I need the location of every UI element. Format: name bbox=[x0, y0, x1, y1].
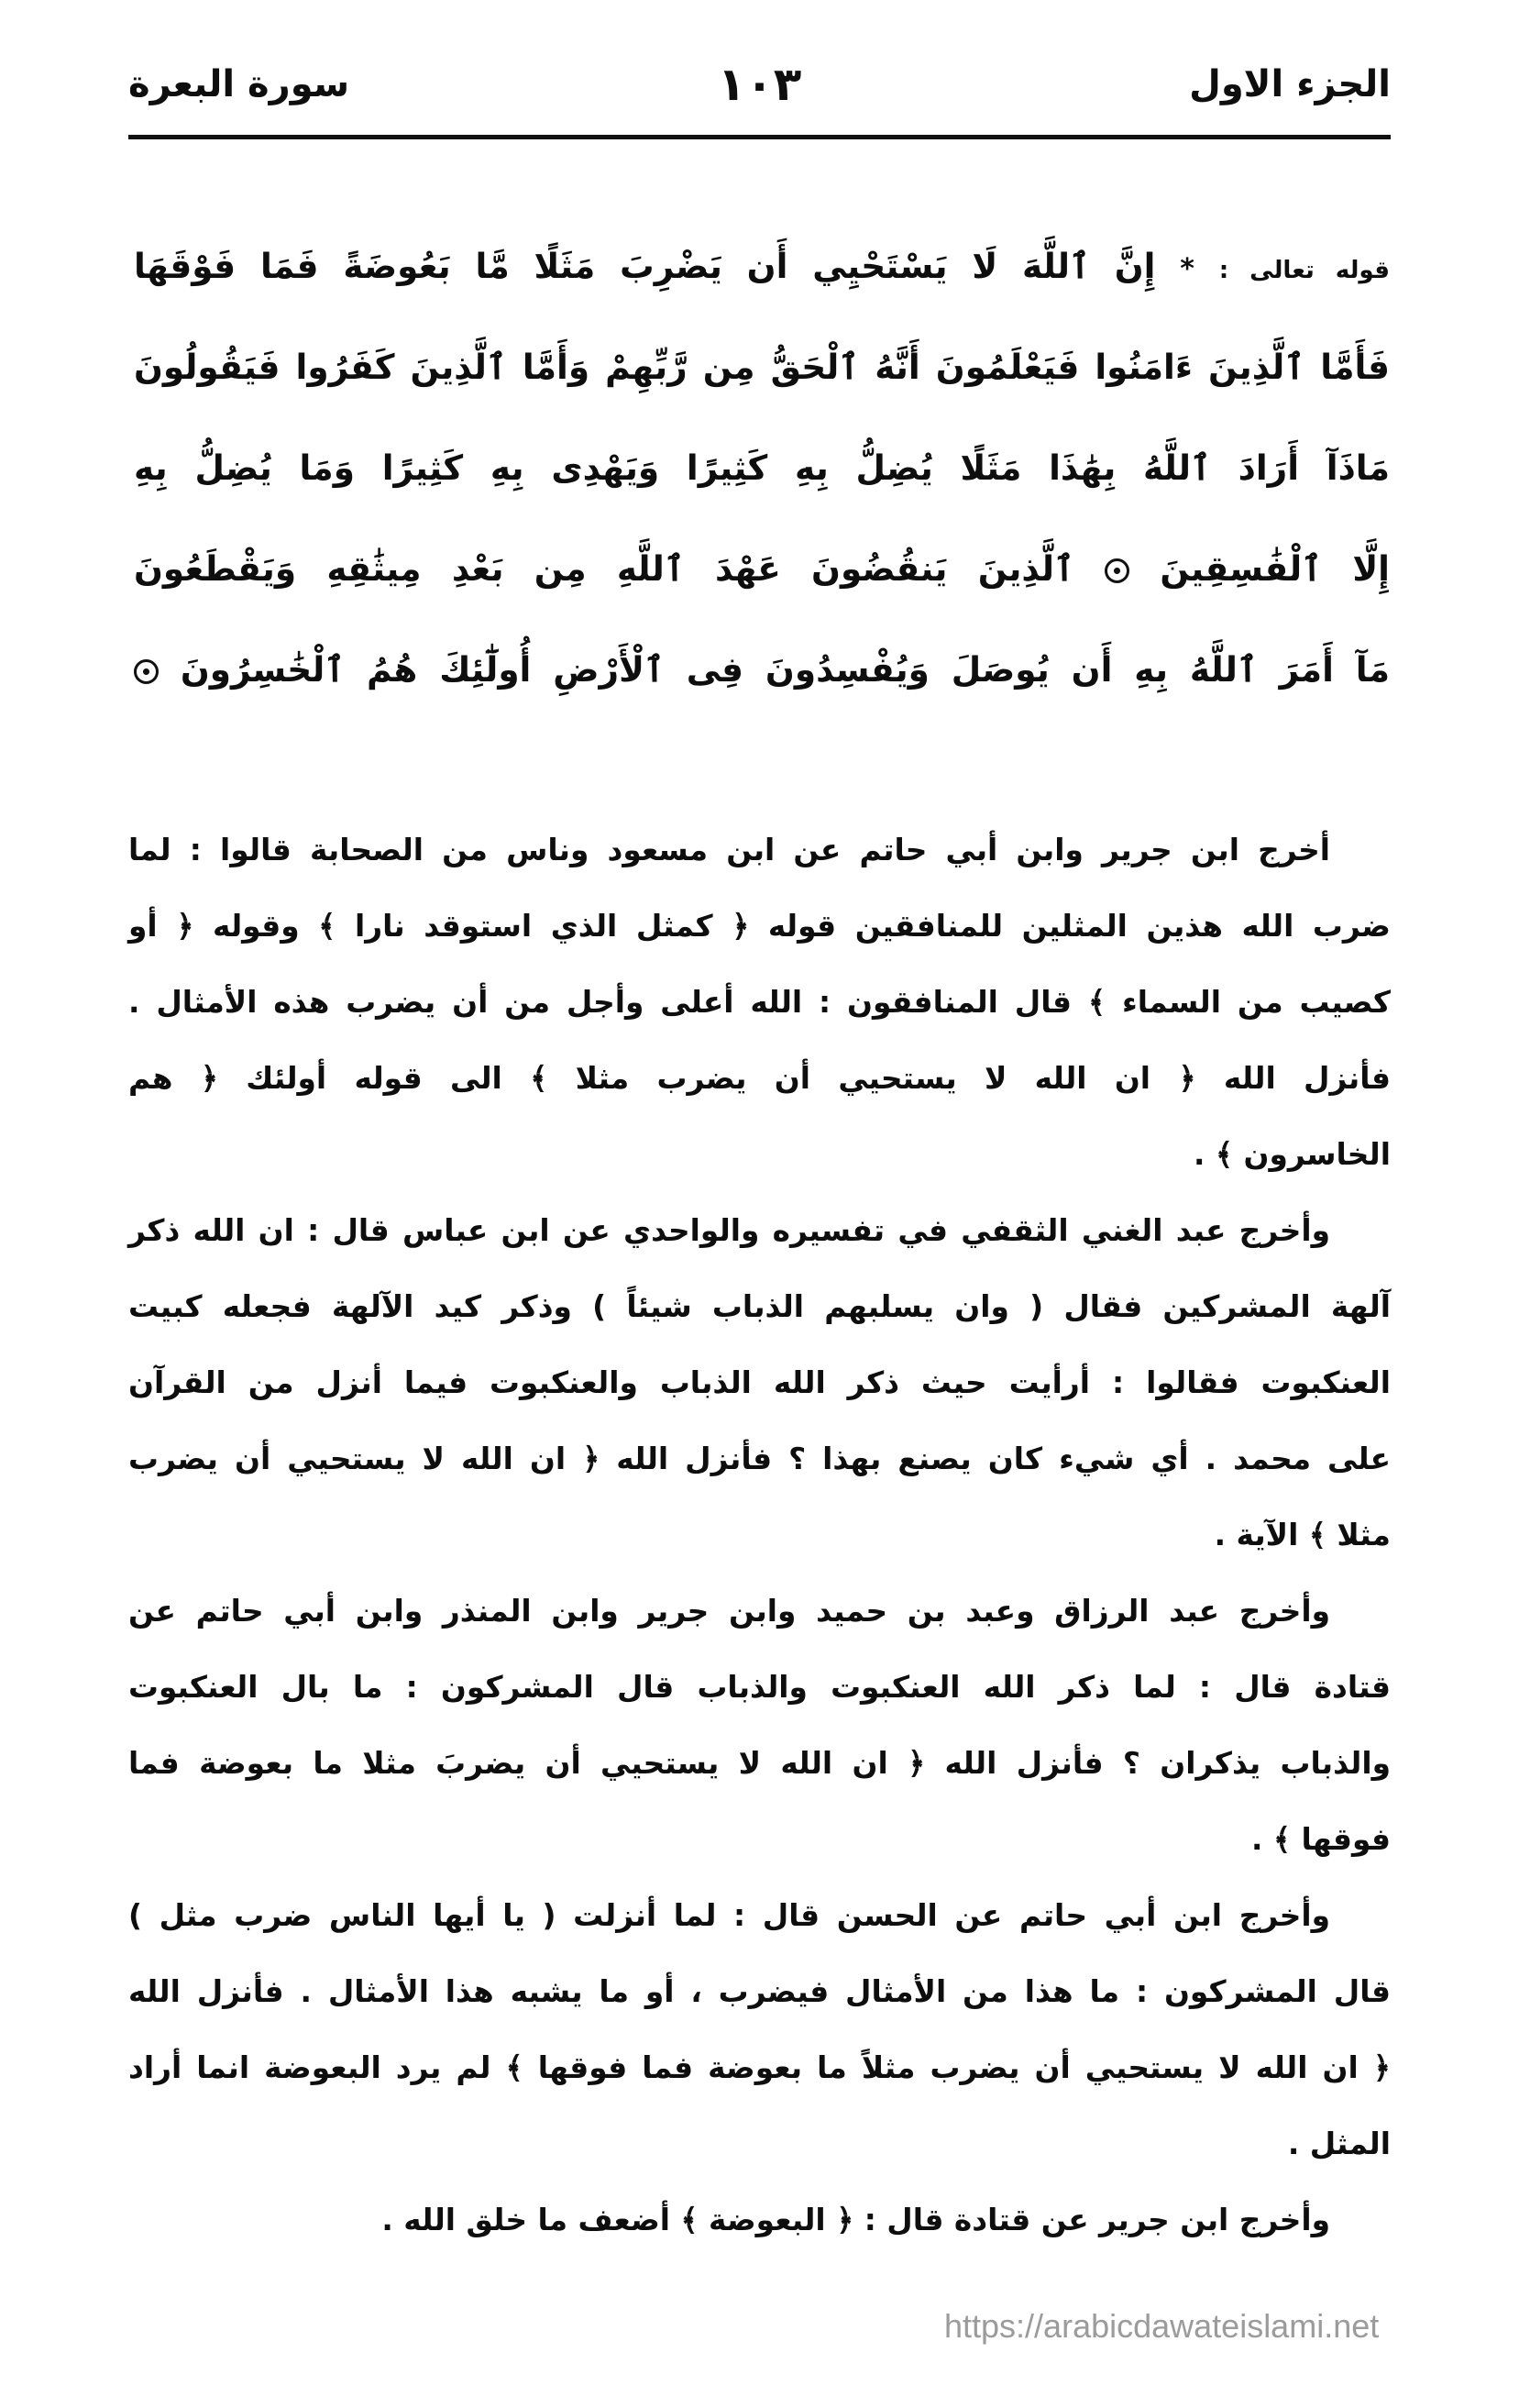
commentary-paragraph bbox=[128, 812, 1391, 1193]
commentary-line-text: أخرج ابن جرير وابن أبي حاتم عن ابن مسعود وناس من الصحابة قالوا : لما bbox=[128, 833, 1330, 867]
verse-line-content bbox=[134, 246, 1390, 286]
commentary-line bbox=[128, 1421, 1391, 1497]
commentary-line-text: وأخرج ابن أبي حاتم عن الحسن قال : لما أنزلت ( يا أيها الناس ضرب مثل ) bbox=[128, 1898, 1330, 1933]
commentary-paragraph bbox=[128, 1574, 1391, 1878]
commentary-line-text: قتادة قال : لما ذكر الله العنكبوت والذباب قال المشركون : ما بال العنكبوت bbox=[128, 1670, 1391, 1705]
commentary-line-text: الخاسرون ﴾ . bbox=[1193, 1137, 1391, 1172]
watermark-url: https://arabicdawateislami.net bbox=[944, 2307, 1380, 2345]
verse-line bbox=[134, 417, 1390, 518]
verse-text: إِلَّا ٱلْفَٰسِقِينَ bbox=[1160, 548, 1390, 589]
commentary-line-text: على محمد . أي شيء كان يصنع بهذا ؟ فأنزل الله ﴿ ان الله لا يستحيي أن يضرب bbox=[128, 1441, 1391, 1476]
commentary-line-text: مثلا ﴾ الآية . bbox=[1214, 1518, 1391, 1552]
surah-label: سورة البعرة bbox=[128, 63, 350, 105]
verse-text: إِنَّ ٱللَّهَ لَا يَسْتَحْيِي أَن يَضْرِبَ مَثَلًا مَّا بَعُوضَةً فَمَا فَوْقَهَا bbox=[134, 246, 1156, 286]
commentary-line-text: وأخرج عبد الرزاق وعبد بن حميد وابن جرير وابن المنذر وابن أبي حاتم عن bbox=[128, 1594, 1330, 1629]
verse-line bbox=[134, 215, 1390, 316]
commentary-line bbox=[128, 812, 1391, 889]
commentary-line-text: ضرب الله هذين المثلين للمنافقين قوله ﴿ كمثل الذي استوقد نارا ﴾ وقوله ﴿ أو bbox=[128, 909, 1391, 944]
commentary-paragraph bbox=[128, 1193, 1391, 1574]
verse-text: مَاذَآ أَرَادَ ٱللَّهُ بِهَٰذَا مَثَلًا يُضِلُّ بِهِ كَثِيرًا وَيَهْدِى بِهِ كَثِيرًا وَمَا يُضِلُّ بِهِ bbox=[134, 447, 1390, 488]
commentary-line bbox=[128, 1726, 1391, 1802]
verse-marker: * bbox=[1180, 253, 1194, 285]
commentary-line-text: والذباب يذكران ؟ فأنزل الله ﴿ ان الله لا يستحيي أن يضربَ مثلا ما بعوضة فما bbox=[128, 1746, 1391, 1781]
verse-end-ornament bbox=[1105, 558, 1129, 583]
commentary-line bbox=[128, 889, 1391, 965]
commentary-line bbox=[128, 1802, 1391, 1878]
commentary-line bbox=[128, 1269, 1391, 1345]
commentary-line bbox=[128, 1345, 1391, 1421]
commentary-line bbox=[128, 2182, 1391, 2259]
commentary-line bbox=[128, 1041, 1391, 1117]
verse-line bbox=[134, 518, 1390, 619]
commentary-line bbox=[128, 1574, 1391, 1650]
commentary-paragraph bbox=[128, 2182, 1391, 2259]
commentary-line bbox=[128, 1878, 1391, 1954]
commentary-line-text: وأخرج عبد الغني الثقفي في تفسيره والواحدي عن ابن عباس قال : ان الله ذكر bbox=[128, 1213, 1330, 1248]
page-number: ١٠٣ bbox=[717, 58, 802, 111]
commentary-line-text: قال المشركون : ما هذا من الأمثال فيضرب ، أو ما يشبه هذا الأمثال . فأنزل الله bbox=[128, 1974, 1391, 2009]
commentary-line-text: فأنزل الله ﴿ ان الله لا يستحيي أن يضرب مثلا ﴾ الى قوله أولئك ﴿ هم bbox=[128, 1061, 1391, 1096]
commentary-line bbox=[128, 2106, 1391, 2182]
commentary-line-text: وأخرج ابن جرير عن قتادة قال : ﴿ البعوضة ﴾ أضعف ما خلق الله . bbox=[381, 2203, 1330, 2237]
commentary-line-text: فوقها ﴾ . bbox=[1251, 1822, 1391, 1857]
juz-label: الجزء الاول bbox=[1189, 63, 1391, 105]
quran-verse-block bbox=[134, 215, 1390, 720]
page-header bbox=[128, 51, 1391, 117]
commentary-line bbox=[128, 1193, 1391, 1269]
commentary-line bbox=[128, 1497, 1391, 1574]
commentary-line bbox=[128, 1650, 1391, 1726]
commentary-line bbox=[128, 965, 1391, 1041]
verse-text: فَأَمَّا ٱلَّذِينَ ءَامَنُوا فَيَعْلَمُونَ أَنَّهُ ٱلْحَقُّ مِن رَّبِّهِمْ وَأَمَّا ٱلَّذِينَ كَفَرُوا فَيَقُولُونَ bbox=[134, 347, 1390, 387]
commentary-line bbox=[128, 1954, 1391, 2030]
verse-line bbox=[134, 316, 1390, 417]
commentary-line-text: آلهة المشركين فقال ( وان يسلبهم الذباب شيئاً ) وذكر كيد الآلهة فجعله كبيت bbox=[128, 1289, 1391, 1324]
commentary-line-text: كصيب من السماء ﴾ قال المنافقون : الله أعلى وأجل من أن يضرب هذه الأمثال . bbox=[128, 985, 1391, 1020]
verse-end-ornament bbox=[134, 659, 159, 684]
verse-text: مَآ أَمَرَ ٱللَّهُ بِهِ أَن يُوصَلَ وَيُفْسِدُونَ فِى ٱلْأَرْضِ أُولَٰٓئِكَ هُمُ ٱلْخَٰسِرُونَ bbox=[180, 649, 1390, 690]
commentary-line bbox=[128, 1117, 1391, 1193]
header-rule bbox=[128, 135, 1391, 139]
verse-line bbox=[134, 619, 1390, 720]
verse-line-content bbox=[134, 548, 1390, 589]
commentary-line-text: المثل . bbox=[1287, 2126, 1391, 2161]
commentary-paragraph bbox=[128, 1878, 1391, 2182]
verse-text: ٱلَّذِينَ يَنقُضُونَ عَهْدَ ٱللَّهِ مِن بَعْدِ مِيثَٰقِهِ وَيَقْطَعُونَ bbox=[134, 548, 1074, 589]
commentary-line-text: العنكبوت فقالوا : أرأيت حيث ذكر الله الذباب والعنكبوت فيما أنزل من القرآن bbox=[128, 1365, 1391, 1400]
verse-intro: قوله تعالى : bbox=[1218, 257, 1390, 284]
commentary-line-text: ﴿ ان الله لا يستحيي أن يضرب مثلاً ما بعوضة فما فوقها ﴾ لم يرد البعوضة انما أراد bbox=[128, 2050, 1391, 2085]
commentary-line bbox=[128, 2030, 1391, 2106]
verse-line-content bbox=[134, 649, 1390, 690]
commentary-block bbox=[128, 812, 1391, 2259]
